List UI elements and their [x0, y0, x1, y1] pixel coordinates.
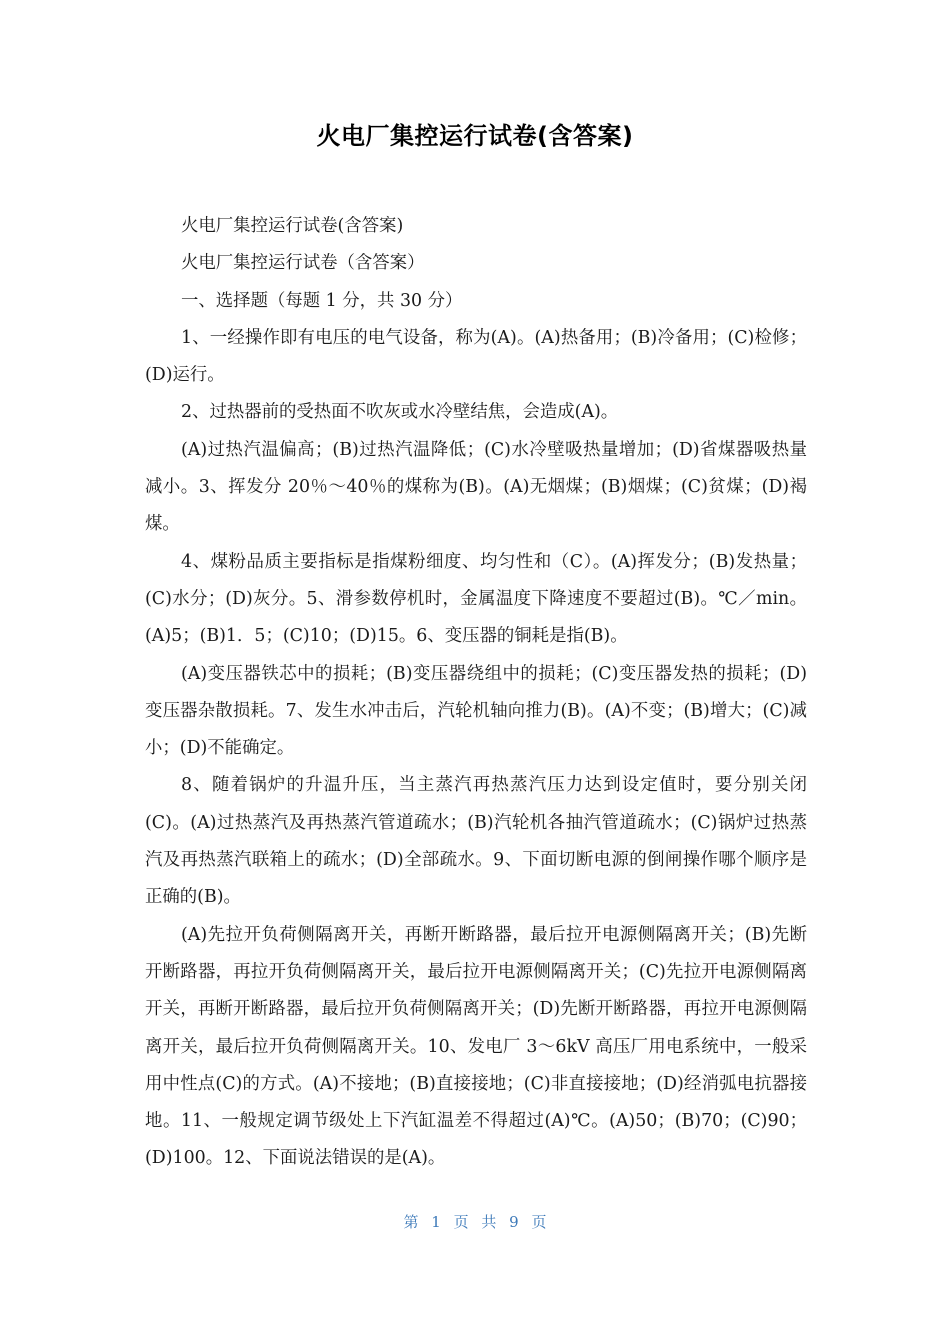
question-paragraph: 4、煤粉品质主要指标是指煤粉细度、均匀性和（C）。(A)挥发分；(B)发热量；(C)水分；(D)灰分。5、滑参数停机时，金属温度下降速度不要超过(B)。℃／min。(A)5；(B)1．5；(C)10；(D)15。6、变压器的铜耗是指(B)。: [145, 551, 807, 647]
paragraph: 火电厂集控运行试卷（含答案）: [181, 253, 425, 274]
paragraph: 火电厂集控运行试卷(含答案): [181, 216, 404, 236]
section-heading: 一、选择题（每题 1 分，共 30 分）: [181, 290, 463, 311]
question-paragraph: 8、随着锅炉的升温升压，当主蒸汽再热蒸汽压力达到设定值时，要分别关闭(C)。(A)过热蒸汽及再热蒸汽管道疏水；(B)汽轮机各抽汽管道疏水；(C)锅炉过热蒸汽及再热蒸汽联箱上的疏水；(D)全部疏水。9、下面切断电源的倒闸操作哪个顺序是正确的(B)。: [145, 775, 807, 908]
document-title: 火电厂集控运行试卷(含答案): [316, 122, 634, 150]
question-paragraph: 1、一经操作即有电压的电气设备，称为(A)。(A)热备用；(B)冷备用；(C)检修；(D)运行。: [145, 327, 807, 386]
page-number-footer: 第 1 页 共 9 页: [403, 1213, 547, 1231]
question-paragraph: (A)先拉开负荷侧隔离开关，再断开断路器，最后拉开电源侧隔离开关；(B)先断开断路器，再拉开负荷侧隔离开关，最后拉开电源侧隔离开关；(C)先拉开电源侧隔离开关，再断开断路器，最后拉开负荷侧隔离开关；(D)先断开断路器，再拉开电源侧隔离开关，最后拉开负荷侧隔离开关。10、发电厂 3～6kV 高压厂用电系统中，一般采用中性点(C)的方式。(A)不接地；(B)直接接地；(C)非直接接地；(D)经消弧电抗器接地。11、一般规定调节级处上下汽缸温差不得超过(A)℃。(A)50；(B)70；(C)90；(D)100。12、下面说法错误的是(A)。: [145, 924, 807, 1169]
question-paragraph: (A)变压器铁芯中的损耗；(B)变压器绕组中的损耗；(C)变压器发热的损耗；(D)变压器杂散损耗。7、发生水冲击后，汽轮机轴向推力(B)。(A)不变；(B)增大；(C)减小；(D)不能确定。: [145, 663, 807, 759]
question-paragraph: (A)过热汽温偏高；(B)过热汽温降低；(C)水冷壁吸热量增加；(D)省煤器吸热量减小。3、挥发分 20％～40％的煤称为(B)。(A)无烟煤；(B)烟煤；(C)贫煤；(D)褐煤。: [145, 439, 807, 535]
question-paragraph: 2、过热器前的受热面不吹灰或水冷壁结焦，会造成(A)。: [181, 402, 619, 423]
document-body: [145, 208, 807, 1178]
